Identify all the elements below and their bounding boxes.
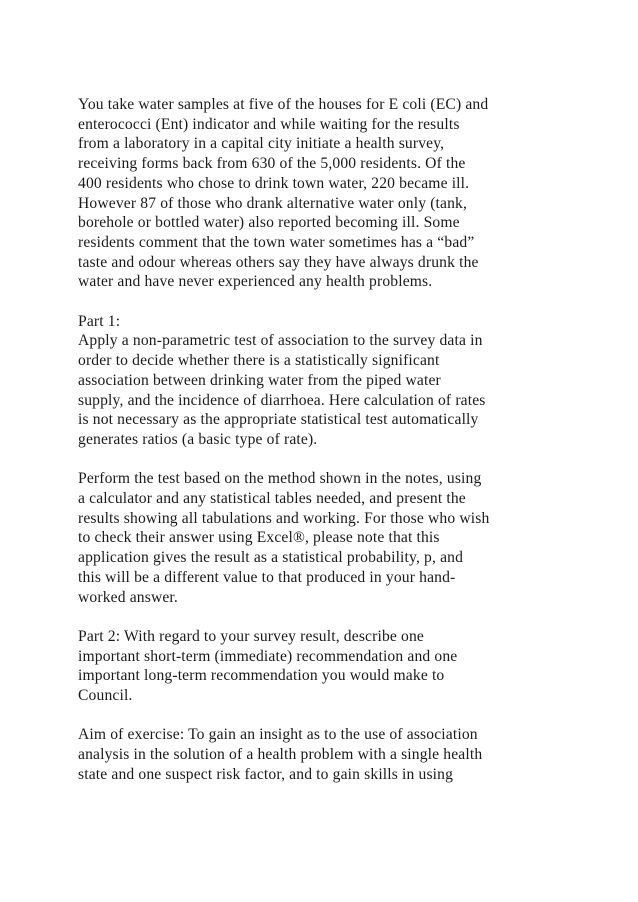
text-line: important short-term (immediate) recommendation and one — [78, 647, 458, 665]
text-line: You take water samples at five of the houses for E coli (EC) and — [78, 96, 489, 113]
text-line: from a laboratory in a capital city initiate a health survey, — [78, 135, 445, 153]
text-line: worked answer. — [78, 588, 178, 606]
text-line: Part 2: With regard to your survey result, describe one — [78, 627, 424, 645]
text-line: However 87 of those who drank alternative water only (tank, — [78, 194, 468, 212]
paragraph-part-2 — [78, 627, 578, 706]
text-line: important long-term recommendation you would make to — [78, 667, 445, 685]
text-line: is not necessary as the appropriate statistical test automatically — [78, 411, 479, 429]
text-line: Part 1: — [78, 312, 121, 330]
text-line: order to decide whether there is a statistically significant — [78, 352, 440, 370]
text-line: residents comment that the town water sometimes has a “bad” — [78, 233, 475, 251]
text-line: results showing all tabulations and working. For those who wish — [78, 509, 490, 527]
text-line: Aim of exercise: To gain an insight as to the use of association — [78, 726, 478, 744]
text-line: association between drinking water from the piped water — [78, 371, 441, 389]
text-line: taste and odour whereas others say they have always drunk the — [78, 253, 479, 271]
text-line: Perform the test based on the method shown in the notes, using — [78, 470, 482, 488]
text-line: Apply a non-parametric test of association to the survey data in — [78, 332, 483, 350]
text-line: borehole or bottled water) also reported becoming ill. Some — [78, 214, 460, 232]
text-line: this will be a different value to that produced in your hand- — [78, 568, 456, 586]
text-line: state and one suspect risk factor, and to gain skills in using — [78, 765, 454, 783]
paragraph-intro — [78, 95, 578, 292]
text-line: a calculator and any statistical tables needed, and present the — [78, 490, 466, 508]
text-line: enterococci (Ent) indicator and while waiting for the results — [78, 115, 460, 133]
text-line: analysis in the solution of a health problem with a single health — [78, 746, 483, 764]
document-body — [78, 95, 578, 804]
text-line: water and have never experienced any health problems. — [78, 273, 433, 291]
text-line: supply, and the incidence of diarrhoea. Here calculation of rates — [78, 391, 486, 409]
text-line: receiving forms back from 630 of the 5,000 residents. Of the — [78, 155, 466, 173]
text-line: to check their answer using Excel®, please note that this — [78, 529, 440, 547]
paragraph-aim — [78, 725, 578, 784]
paragraph-part-1 — [78, 312, 578, 450]
text-line: Council. — [78, 687, 133, 705]
paragraph-method — [78, 469, 578, 607]
text-line: application gives the result as a statistical probability, p, and — [78, 549, 464, 567]
text-line: 400 residents who chose to drink town water, 220 became ill. — [78, 174, 470, 192]
text-line: generates ratios (a basic type of rate). — [78, 430, 318, 448]
